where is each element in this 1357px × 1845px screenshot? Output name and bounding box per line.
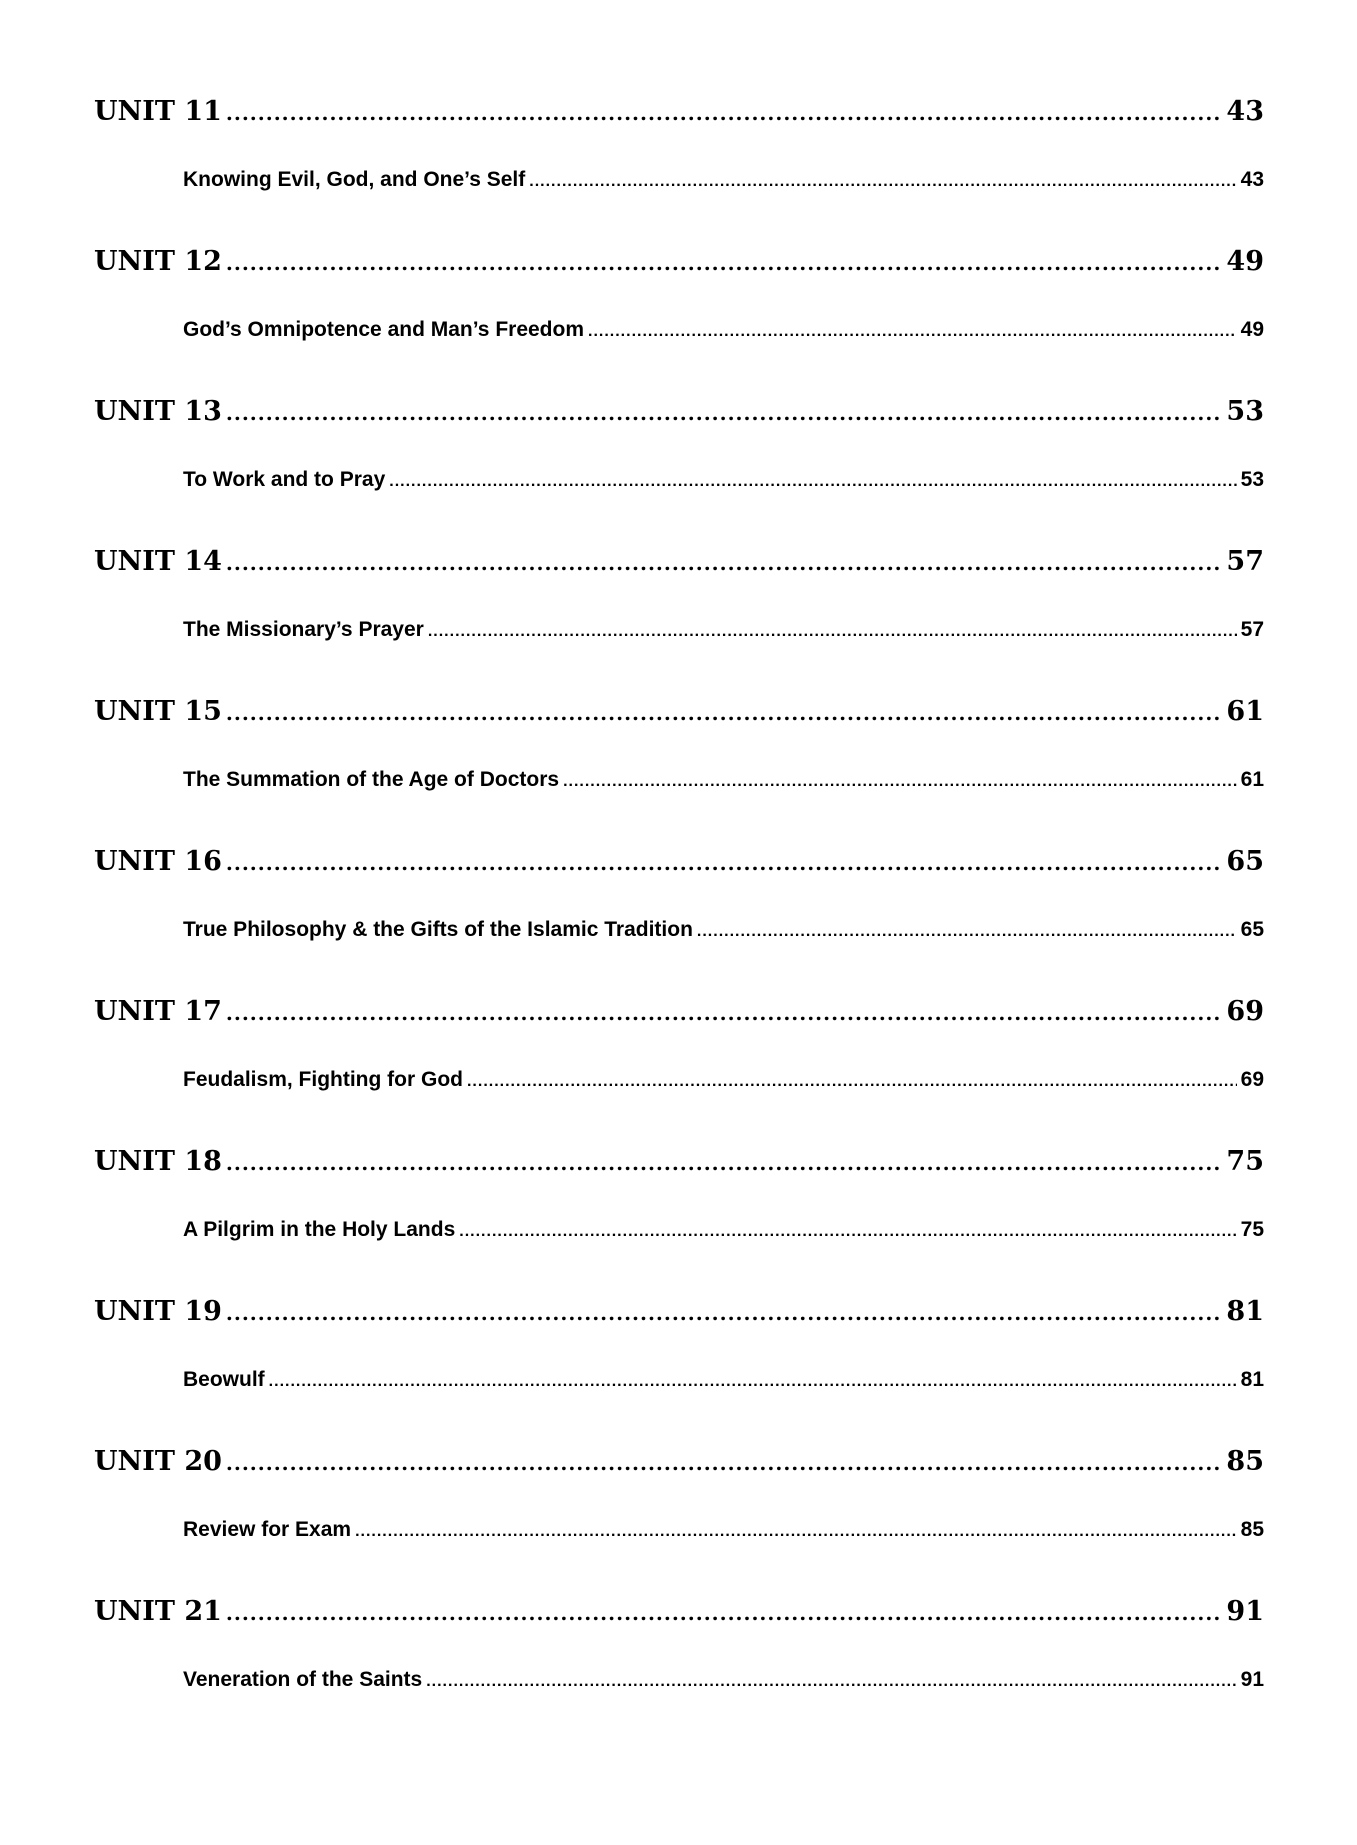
toc-lesson-entry[interactable] [183, 1364, 1264, 1396]
unit-page-number: 49 [1226, 242, 1264, 282]
unit-page-number: 43 [1226, 92, 1264, 132]
toc-unit-entry[interactable] [94, 242, 1264, 282]
unit-title: UNIT 13 [94, 392, 222, 432]
unit-page-number: 61 [1226, 692, 1264, 732]
unit-title: UNIT 16 [94, 842, 222, 882]
unit-title: UNIT 11 [94, 92, 222, 132]
toc-unit-entry[interactable] [94, 842, 1264, 882]
lesson-title: True Philosophy & the Gifts of the Islamic Tradition [183, 914, 693, 946]
dot-leader [588, 316, 1237, 346]
unit-page-number: 91 [1226, 1592, 1264, 1632]
dot-leader [226, 993, 1223, 1032]
lesson-title: Veneration of the Saints [183, 1664, 422, 1696]
lesson-page-number: 49 [1241, 314, 1264, 346]
dot-leader [563, 766, 1237, 796]
toc-lesson-entry[interactable] [183, 1064, 1264, 1096]
toc-lesson-entry[interactable] [183, 1214, 1264, 1246]
lesson-page-number: 53 [1241, 464, 1264, 496]
lesson-title: Review for Exam [183, 1514, 351, 1546]
dot-leader [269, 1366, 1237, 1396]
unit-title: UNIT 14 [94, 542, 222, 582]
lesson-page-number: 65 [1241, 914, 1264, 946]
dot-leader [226, 1593, 1223, 1632]
dot-leader [226, 243, 1223, 282]
unit-page-number: 65 [1226, 842, 1264, 882]
toc-lesson-entry[interactable] [183, 314, 1264, 346]
dot-leader [355, 1516, 1237, 1546]
dot-leader [226, 843, 1223, 882]
lesson-title: To Work and to Pray [183, 464, 385, 496]
unit-page-number: 69 [1226, 992, 1264, 1032]
toc-lesson-entry[interactable] [183, 1514, 1264, 1546]
toc-lesson-entry[interactable] [183, 614, 1264, 646]
lesson-title: The Summation of the Age of Doctors [183, 764, 559, 796]
unit-title: UNIT 12 [94, 242, 222, 282]
unit-page-number: 53 [1226, 392, 1264, 432]
lesson-title: Beowulf [183, 1364, 265, 1396]
toc-lesson-entry[interactable] [183, 914, 1264, 946]
dot-leader [226, 93, 1223, 132]
toc-lesson-entry[interactable] [183, 164, 1264, 196]
lesson-page-number: 61 [1241, 764, 1264, 796]
toc-lesson-entry[interactable] [183, 464, 1264, 496]
lesson-title: The Missionary’s Prayer [183, 614, 424, 646]
lesson-page-number: 81 [1241, 1364, 1264, 1396]
toc-unit-entry[interactable] [94, 1442, 1264, 1482]
toc-unit-entry[interactable] [94, 92, 1264, 132]
lesson-page-number: 43 [1241, 164, 1264, 196]
lesson-title: God’s Omnipotence and Man’s Freedom [183, 314, 584, 346]
unit-title: UNIT 15 [94, 692, 222, 732]
dot-leader [226, 1293, 1223, 1332]
toc-unit-entry[interactable] [94, 992, 1264, 1032]
unit-title: UNIT 21 [94, 1592, 222, 1632]
dot-leader [389, 466, 1236, 496]
lesson-title: Feudalism, Fighting for God [183, 1064, 463, 1096]
toc-lesson-entry[interactable] [183, 764, 1264, 796]
unit-title: UNIT 18 [94, 1142, 222, 1182]
unit-page-number: 75 [1226, 1142, 1264, 1182]
dot-leader [226, 693, 1223, 732]
lesson-page-number: 85 [1241, 1514, 1264, 1546]
dot-leader [459, 1216, 1236, 1246]
unit-page-number: 57 [1226, 542, 1264, 582]
lesson-page-number: 75 [1241, 1214, 1264, 1246]
dot-leader [226, 393, 1223, 432]
toc-lesson-entry[interactable] [183, 1664, 1264, 1696]
dot-leader [467, 1066, 1237, 1096]
unit-title: UNIT 17 [94, 992, 222, 1032]
dot-leader [226, 1443, 1223, 1482]
unit-title: UNIT 20 [94, 1442, 222, 1482]
lesson-title: Knowing Evil, God, and One’s Self [183, 164, 525, 196]
toc-unit-entry[interactable] [94, 1592, 1264, 1632]
lesson-page-number: 69 [1241, 1064, 1264, 1096]
dot-leader [529, 166, 1236, 196]
dot-leader [428, 616, 1237, 646]
dot-leader [426, 1666, 1236, 1696]
toc-unit-entry[interactable] [94, 692, 1264, 732]
unit-page-number: 85 [1226, 1442, 1264, 1482]
toc-unit-entry[interactable] [94, 1292, 1264, 1332]
toc-unit-entry[interactable] [94, 1142, 1264, 1182]
lesson-title: A Pilgrim in the Holy Lands [183, 1214, 455, 1246]
unit-page-number: 81 [1226, 1292, 1264, 1332]
dot-leader [226, 543, 1223, 582]
unit-title: UNIT 19 [94, 1292, 222, 1332]
lesson-page-number: 57 [1241, 614, 1264, 646]
toc-unit-entry[interactable] [94, 392, 1264, 432]
lesson-page-number: 91 [1241, 1664, 1264, 1696]
toc-unit-entry[interactable] [94, 542, 1264, 582]
dot-leader [697, 916, 1237, 946]
dot-leader [226, 1143, 1223, 1182]
